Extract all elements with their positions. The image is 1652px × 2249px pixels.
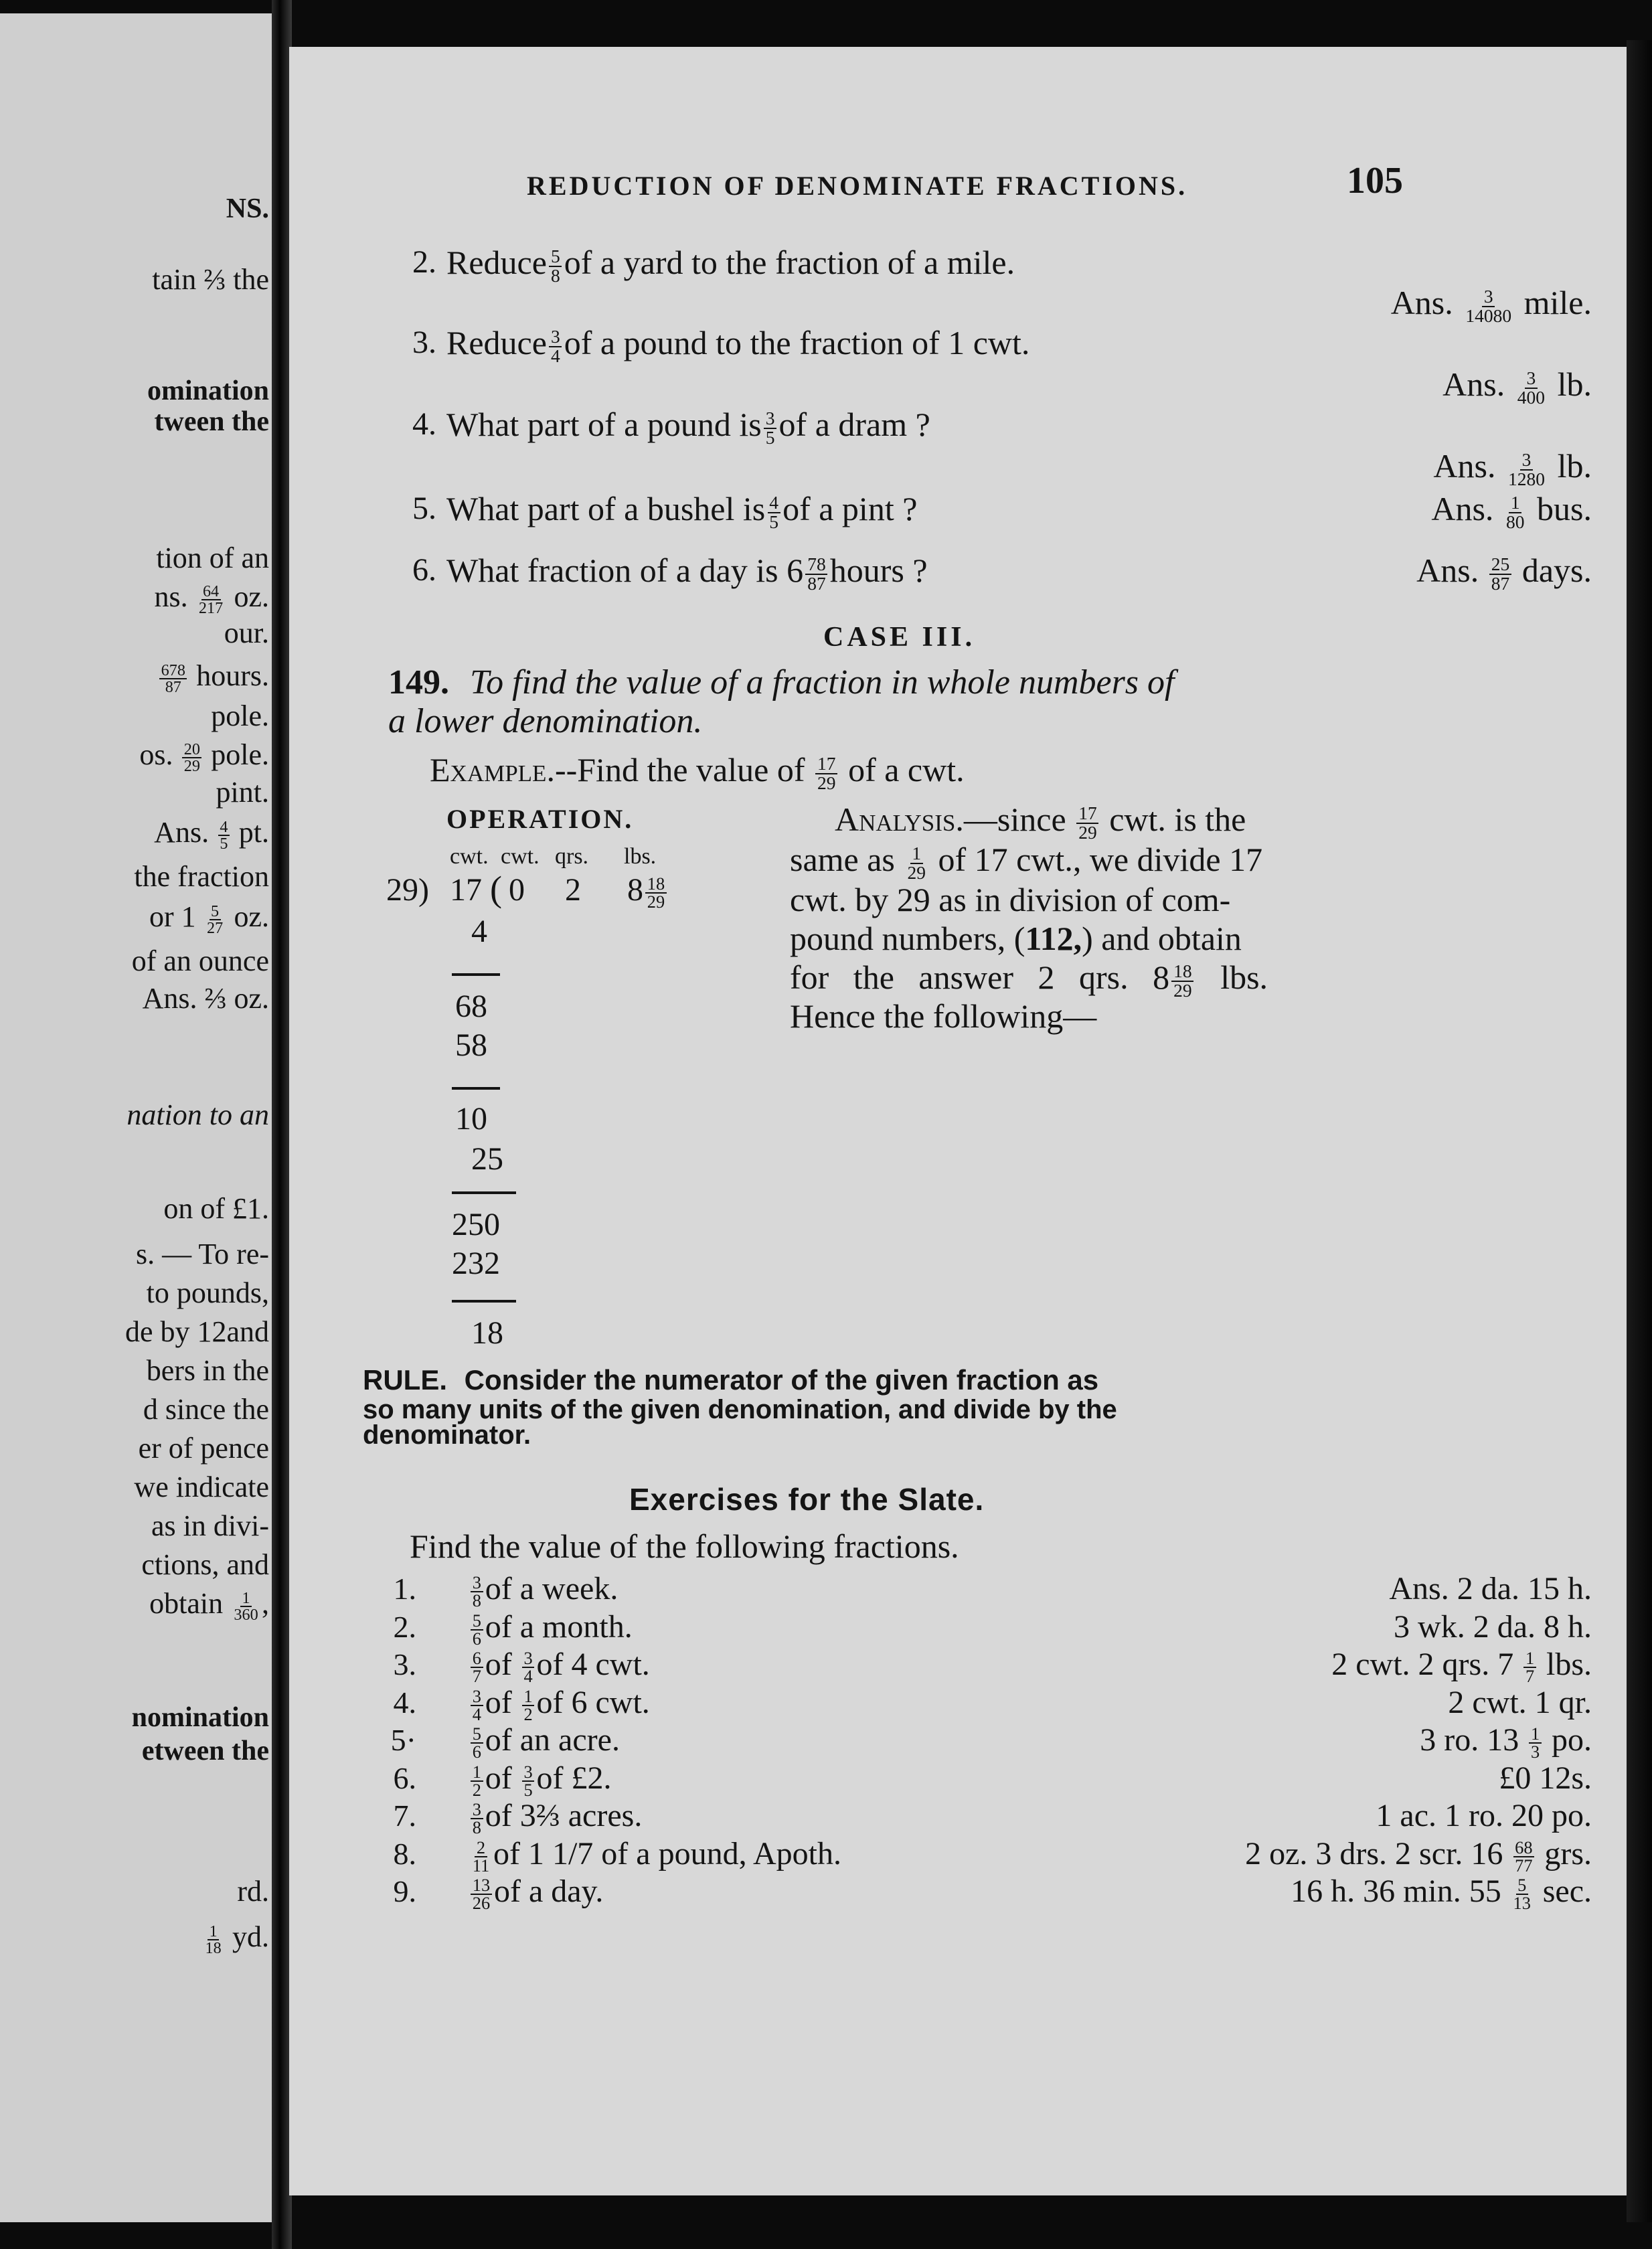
rule-line-2: so many units of the given denomination, and divide by the <box>363 1395 1117 1424</box>
problem-question: What fraction of a day is 6 $\frac{78}{87}$ hours ? <box>446 552 928 594</box>
page-number: 105 <box>1347 160 1403 201</box>
unit-qrs: qrs. <box>555 844 589 869</box>
article-text-1: To find the value of a fraction in whole numbers of <box>470 663 1175 701</box>
page-105 <box>289 47 1627 2195</box>
exercise-answer: 3 ro. 13 $\frac{1}{3}$ po. <box>1420 1722 1592 1762</box>
exercise-question: $\frac{13}{26}$ of a day. <box>469 1873 603 1912</box>
left-page-line: d since the <box>143 1393 269 1426</box>
step-rule <box>452 1300 516 1303</box>
step-rule <box>452 1191 516 1194</box>
analysis-line-5: for the answer 2 qrs. 8 $\frac{18}{29}$ lbs. <box>790 959 1268 1001</box>
step-58: 58 <box>455 1027 487 1063</box>
dividend: 17 <box>450 872 482 908</box>
problem-question: Reduce $\frac{5}{8}$ of a yard to the fraction of a mile. <box>446 244 1015 286</box>
left-page-line: to pounds, <box>146 1276 269 1309</box>
running-head: REDUCTION OF DENOMINATE FRACTIONS. <box>527 171 1188 201</box>
rule-line-3: denominator. <box>363 1420 531 1450</box>
left-page-line: rd. <box>237 1875 269 1908</box>
problem-number: 6. <box>412 552 436 588</box>
rule-label: RULE. <box>363 1364 447 1396</box>
exercise-question: $\frac{3}{8}$ of a week. <box>469 1570 618 1609</box>
step-rule <box>452 1087 500 1090</box>
exercise-number: 9. <box>393 1874 416 1908</box>
left-page-line: omination <box>147 376 269 406</box>
problem-number: 2. <box>412 244 436 280</box>
quotient-cwt: 0 <box>509 872 525 908</box>
left-page-line: as in divi- <box>151 1509 269 1542</box>
exercise-number: 8. <box>393 1837 416 1871</box>
exercise-question: $\frac{6}{7}$ of $\frac{3}{4}$ of 4 cwt. <box>469 1646 650 1685</box>
exercises-heading: Exercises for the Slate. <box>629 1482 985 1517</box>
left-page-line: Ans. $\frac{4}{5}$ pt. <box>154 816 269 853</box>
operation-label: OPERATION. <box>446 804 634 834</box>
exercise-question: $\frac{5}{6}$ of an acre. <box>469 1722 620 1760</box>
left-page-line: tween the <box>154 406 269 437</box>
analysis-line-2: same as $\frac{1}{29}$ of 17 cwt., we divide 17 <box>790 841 1263 883</box>
problem-answer: Ans. $\frac{3}{1280}$ lb. <box>1433 447 1592 489</box>
left-page-line: $\frac{678}{87}$ hours. <box>157 659 269 695</box>
left-page-line: de by 12and <box>125 1315 269 1348</box>
example-statement <box>430 750 965 792</box>
step-multiplier: 4 <box>471 914 487 949</box>
case-heading: CASE III. <box>823 622 976 653</box>
left-page-line: nomination <box>131 1702 269 1733</box>
analysis-line-3: cwt. by 29 as in division of com- <box>790 881 1231 918</box>
left-page-line: obtain $\frac{1}{360}$ , <box>149 1587 269 1624</box>
left-page-line: bers in the <box>146 1354 269 1387</box>
exercise-answer: 2 oz. 3 drs. 2 scr. 16 $\frac{68}{77}$ grs. <box>1245 1836 1592 1876</box>
problem-number: 5. <box>412 491 436 526</box>
problem-question: What part of a pound is $\frac{3}{5}$ of a dram ? <box>446 406 930 448</box>
step-232: 232 <box>452 1246 500 1281</box>
exercise-number: 4. <box>393 1685 416 1720</box>
problem-answer: Ans. $\frac{3}{14080}$ mile. <box>1390 284 1592 326</box>
left-page-line: $\frac{1}{18}$ yd. <box>205 1920 269 1957</box>
article-text-2: a lower denomination. <box>388 702 703 740</box>
rule-line-1: RULE. Consider the numerator of the given fraction as <box>363 1364 1099 1396</box>
exercise-number: 5· <box>390 1723 416 1757</box>
step-25: 25 <box>471 1141 503 1177</box>
page-edge <box>1627 40 1652 2222</box>
problem-number: 4. <box>412 406 436 442</box>
left-page-line: tain ⅔ the <box>152 263 269 296</box>
analysis-line-4: pound numbers, (112,) and obtain <box>790 920 1242 957</box>
open-paren: ( <box>490 869 502 909</box>
exercise-answer: £0 12s. <box>1499 1760 1592 1796</box>
exercise-question: $\frac{3}{8}$ of 3⅔ acres. <box>469 1797 642 1836</box>
exercise-number: 1. <box>393 1572 416 1606</box>
exercise-answer: Ans. 2 da. 15 h. <box>1389 1571 1592 1606</box>
left-page-line: our. <box>224 616 269 649</box>
left-page-line: s. — To re- <box>136 1238 269 1270</box>
exercise-answer: 3 wk. 2 da. 8 h. <box>1394 1609 1592 1645</box>
problem-number: 3. <box>412 325 436 360</box>
exercise-question: $\frac{1}{2}$ of $\frac{3}{5}$ of £2. <box>469 1760 612 1799</box>
exercise-question: $\frac{2}{11}$ of 1 1/7 of a pound, Apoth. <box>472 1836 841 1876</box>
left-page-line: NS. <box>226 193 269 224</box>
exercise-answer: 16 h. 36 min. 55 $\frac{5}{13}$ sec. <box>1291 1873 1592 1913</box>
left-page-line: ctions, and <box>141 1548 269 1581</box>
left-page-line: pint. <box>216 776 269 809</box>
exercise-question: $\frac{3}{4}$ of $\frac{1}{2}$ of 6 cwt. <box>469 1684 650 1723</box>
example-label: Example. <box>430 751 555 788</box>
problem-answer: Ans. $\frac{3}{400}$ lb. <box>1442 365 1592 408</box>
article-number: 149. <box>388 663 449 701</box>
exercise-question: $\frac{5}{6}$ of a month. <box>469 1608 633 1647</box>
step-10: 10 <box>455 1101 487 1137</box>
left-page-line: of an ounce <box>131 944 269 977</box>
left-page-line: er of pence <box>138 1432 269 1465</box>
step-rule <box>452 973 500 976</box>
left-page-line: tion of an <box>156 542 269 574</box>
example-text: --Find the value of <box>554 751 805 788</box>
left-page-line: etween the <box>141 1736 269 1766</box>
left-page-line: on of £1. <box>163 1192 269 1225</box>
previous-page-sliver <box>0 13 274 2222</box>
analysis-line-6: Hence the following— <box>790 997 1097 1035</box>
exercise-answer: 2 cwt. 2 qrs. 7 $\frac{1}{7}$ lbs. <box>1331 1647 1592 1686</box>
left-page-line: nation to an <box>127 1098 269 1131</box>
exercise-number: 6. <box>393 1761 416 1795</box>
exercises-intro: Find the value of the following fractions. <box>410 1527 959 1565</box>
example-fraction: $\frac{17}{29}$ <box>815 755 837 791</box>
step-68: 68 <box>455 989 487 1024</box>
problem-question: What part of a bushel is $\frac{4}{5}$ of a pint ? <box>446 490 918 532</box>
left-page-line: or 1 $\frac{5}{27}$ oz. <box>149 900 269 937</box>
analysis-line-1: Analysis.—since $\frac{17}{29}$ cwt. is the <box>835 801 1246 843</box>
problem-answer: Ans. $\frac{1}{80}$ bus. <box>1431 490 1592 532</box>
left-page-line: pole. <box>211 699 269 732</box>
problem-answer: Ans. $\frac{25}{87}$ days. <box>1416 552 1592 594</box>
step-250: 250 <box>452 1207 500 1242</box>
exercise-number: 2. <box>393 1610 416 1644</box>
quotient-qrs: 2 <box>565 872 581 908</box>
article-heading <box>388 663 1175 703</box>
left-page-line: we indicate <box>134 1471 269 1503</box>
unit-cwt-2: cwt. <box>501 844 540 869</box>
left-page-line: os. $\frac{20}{29}$ pole. <box>139 738 269 775</box>
unit-cwt-1: cwt. <box>450 844 489 869</box>
divisor: 29) <box>386 872 429 908</box>
left-page-line: ns. $\frac{64}{217}$ oz. <box>154 580 269 617</box>
step-remainder: 18 <box>471 1315 503 1351</box>
section-reference: 112, <box>1025 920 1082 957</box>
left-page-line: Ans. ⅔ oz. <box>142 982 269 1015</box>
analysis-label: Analysis. <box>835 801 964 838</box>
problem-question: Reduce $\frac{3}{4}$ of a pound to the fraction of 1 cwt. <box>446 324 1030 366</box>
unit-lbs: lbs. <box>624 844 657 869</box>
exercise-answer: 2 cwt. 1 qr. <box>1448 1685 1592 1720</box>
exercise-number: 3. <box>393 1647 416 1681</box>
quotient-lbs: 8 $\frac{18}{29}$ <box>627 871 669 910</box>
exercise-number: 7. <box>393 1799 416 1833</box>
exercise-answer: 1 ac. 1 ro. 20 po. <box>1376 1798 1592 1833</box>
left-page-line: the fraction <box>134 860 269 893</box>
example-text-2: of a cwt. <box>848 751 965 788</box>
